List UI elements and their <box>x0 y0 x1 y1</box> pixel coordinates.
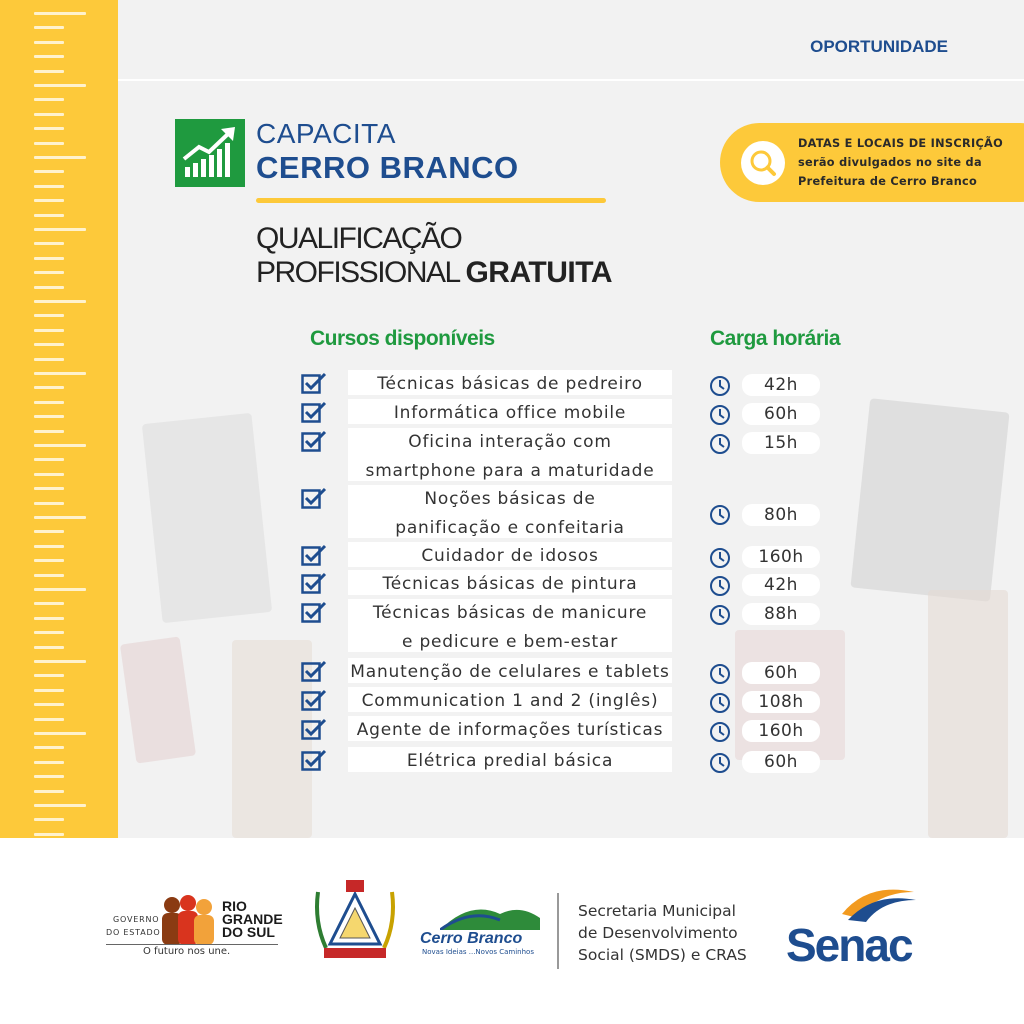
checkbox-icon <box>301 544 325 566</box>
ruler-tick <box>34 516 86 519</box>
secretaria-line-1: Secretaria Municipal <box>578 902 736 920</box>
secretaria-line-3: Social (SMDS) e CRAS <box>578 946 747 964</box>
ruler-tick <box>34 84 86 87</box>
ruler-tick <box>34 444 86 447</box>
ruler-tick <box>34 199 64 202</box>
ruler-tick <box>34 818 64 821</box>
municipal-coat-of-arms-icon <box>310 872 400 964</box>
ruler-tick <box>34 458 64 461</box>
course-hours: 60h <box>742 751 820 773</box>
course-hours: 80h <box>742 504 820 526</box>
ruler-tick <box>34 631 64 634</box>
course-hours: 60h <box>742 403 820 425</box>
rio-grande-do-sul-text <box>222 900 283 939</box>
secretaria-text <box>578 900 747 966</box>
course-name: Informática office mobile <box>348 399 672 424</box>
header-rule <box>118 79 1024 81</box>
ruler-tick <box>34 473 64 476</box>
ruler-tick <box>34 142 64 145</box>
ruler-tick <box>34 228 86 231</box>
ruler-tick <box>34 833 64 836</box>
course-hours: 42h <box>742 374 820 396</box>
checkbox-icon <box>301 430 325 452</box>
ruler-strip <box>0 0 118 838</box>
clock-icon <box>709 404 731 426</box>
course-name: Elétrica predial básica <box>348 747 672 772</box>
hours-header: Carga horária <box>710 327 841 350</box>
ruler-tick <box>34 242 64 245</box>
ruler-tick <box>34 718 64 721</box>
ruler-tick <box>34 761 64 764</box>
checkbox-icon <box>301 749 325 771</box>
ruler-tick <box>34 430 64 433</box>
gov-tagline: O futuro nos une. <box>143 946 231 957</box>
ruler-tick <box>34 170 64 173</box>
brand-line-1: CAPACITA <box>256 118 396 149</box>
notice-line-1: DATAS E LOCAIS DE INSCRIÇÃO <box>798 137 1003 150</box>
gov-line-1: GOVERNO <box>113 915 160 924</box>
ruler-tick <box>34 257 64 260</box>
ruler-tick <box>34 55 64 58</box>
background-hand <box>232 640 312 838</box>
course-hours: 160h <box>742 546 820 568</box>
gov-divider <box>106 944 278 945</box>
headline-line-2 <box>256 256 612 290</box>
ruler-tick <box>34 343 64 346</box>
rgs-line-1: RIO <box>222 898 247 914</box>
background-book <box>142 413 272 623</box>
ruler-tick <box>34 559 64 562</box>
search-icon <box>741 141 785 185</box>
background-hand <box>928 590 1008 838</box>
rgs-line-2: GRANDE <box>222 911 283 927</box>
ruler-tick <box>34 41 64 44</box>
courses-header: Cursos disponíveis <box>310 327 495 350</box>
ruler-tick <box>34 574 64 577</box>
ruler-tick <box>34 286 64 289</box>
course-hours: 60h <box>742 662 820 684</box>
ruler-tick <box>34 689 64 692</box>
brand-line-2: CERRO BRANCO <box>256 150 519 185</box>
checkbox-icon <box>301 372 325 394</box>
rgs-line-3: DO SUL <box>222 924 275 940</box>
headline-line-1: QUALIFICAÇÃO <box>256 222 462 255</box>
checkbox-icon <box>301 601 325 623</box>
ruler-tick <box>34 588 86 591</box>
ruler-tick <box>34 602 64 605</box>
ruler-tick <box>34 185 64 188</box>
ruler-tick <box>34 502 64 505</box>
clock-icon <box>709 604 731 626</box>
course-hours: 88h <box>742 603 820 625</box>
ruler-tick <box>34 314 64 317</box>
ruler-tick <box>34 545 64 548</box>
ruler-tick <box>34 804 86 807</box>
course-name: Communication 1 and 2 (inglês) <box>348 687 672 712</box>
ruler-tick <box>34 746 64 749</box>
ruler-tick <box>34 12 86 15</box>
growth-chart-icon <box>175 119 245 187</box>
course-name: Técnicas básicas de pedreiro <box>348 370 672 395</box>
course-name: Técnicas básicas de pintura <box>348 570 672 595</box>
gov-line-2: DO ESTADO <box>106 928 161 937</box>
clock-icon <box>709 752 731 774</box>
ruler-tick <box>34 271 64 274</box>
senac-logo: Senac <box>786 919 912 971</box>
ruler-tick <box>34 113 64 116</box>
ruler-tick <box>34 372 86 375</box>
course-name: Noções básicas de panificação e confeitaria <box>348 485 672 538</box>
clock-icon <box>709 575 731 597</box>
ruler-tick <box>34 674 64 677</box>
ruler-tick <box>34 487 64 490</box>
ruler-tick <box>34 401 64 404</box>
secretaria-line-2: de Desenvolvimento <box>578 924 738 942</box>
checkbox-icon <box>301 572 325 594</box>
course-name: Técnicas básicas de manicure e pedicure e bem-estar <box>348 599 672 652</box>
ruler-tick <box>34 214 64 217</box>
senac-swoosh-icon <box>838 878 918 922</box>
ruler-tick <box>34 732 86 735</box>
notice-text <box>798 134 1003 191</box>
ruler-tick <box>34 660 86 663</box>
headline-regular: PROFISSIONAL <box>256 256 459 289</box>
ruler-tick <box>34 386 64 389</box>
course-hours: 108h <box>742 691 820 713</box>
ruler-tick <box>34 530 64 533</box>
clock-icon <box>709 433 731 455</box>
ruler-tick <box>34 775 64 778</box>
checkbox-icon <box>301 689 325 711</box>
background-book <box>850 398 1009 602</box>
course-name: Agente de informações turísticas <box>348 716 672 741</box>
course-hours: 42h <box>742 574 820 596</box>
ruler-tick <box>34 703 64 706</box>
checkbox-icon <box>301 660 325 682</box>
course-name: Oficina interação com smartphone para a maturidade <box>348 428 672 481</box>
clock-icon <box>709 504 731 526</box>
ruler-tick <box>34 98 64 101</box>
hills-icon <box>440 900 540 930</box>
clock-icon <box>709 547 731 569</box>
course-hours: 160h <box>742 720 820 742</box>
opportunity-tag: OPORTUNIDADE <box>810 37 948 56</box>
ruler-tick <box>34 156 86 159</box>
ruler-tick <box>34 329 64 332</box>
ruler-tick <box>34 300 86 303</box>
notice-line-3: Prefeitura de Cerro Branco <box>798 175 978 188</box>
course-name: Cuidador de idosos <box>348 542 672 567</box>
ruler-tick <box>34 790 64 793</box>
ruler-tick <box>34 26 64 29</box>
clock-icon <box>709 721 731 743</box>
course-hours: 15h <box>742 432 820 454</box>
ruler-tick <box>34 358 64 361</box>
checkbox-icon <box>301 401 325 423</box>
cerro-branco-title: Cerro Branco <box>420 930 523 947</box>
clock-icon <box>709 375 731 397</box>
headline-bold: GRATUITA <box>465 256 612 289</box>
ruler-tick <box>34 415 64 418</box>
people-silhouette-icon <box>158 893 222 945</box>
background-book <box>120 636 196 763</box>
course-name: Manutenção de celulares e tablets <box>348 658 672 683</box>
clock-icon <box>709 663 731 685</box>
checkbox-icon <box>301 487 325 509</box>
brand-underline <box>256 198 606 203</box>
checkbox-icon <box>301 718 325 740</box>
notice-line-2: serão divulgados no site da <box>798 156 982 169</box>
cerro-branco-tagline: Novas Ideias ...Novos Caminhos <box>422 948 534 956</box>
ruler-tick <box>34 70 64 73</box>
ruler-tick <box>34 127 64 130</box>
ruler-tick <box>34 617 64 620</box>
footer-separator <box>557 893 559 969</box>
ruler-tick <box>34 646 64 649</box>
clock-icon <box>709 692 731 714</box>
